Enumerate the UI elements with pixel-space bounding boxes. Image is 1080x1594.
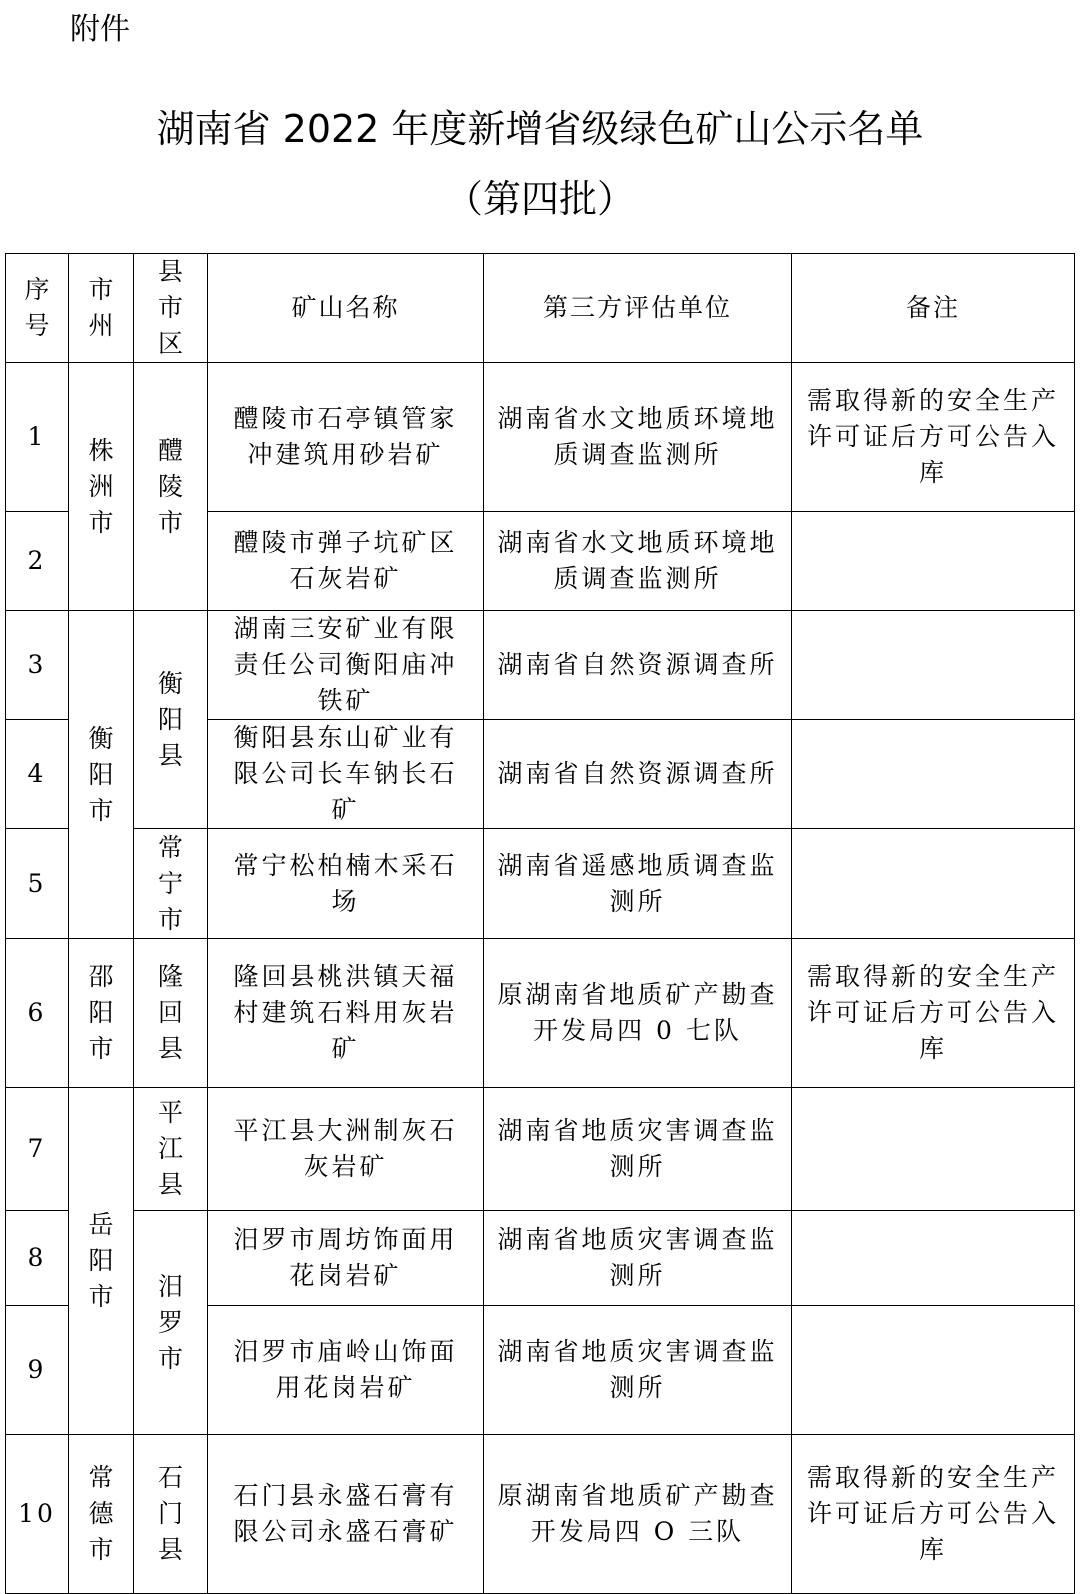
cell-mine-name: 常宁松柏楠木采石场	[208, 829, 484, 939]
cell-seq: 3	[6, 611, 69, 720]
cell-remark: 需取得新的安全生产许可证后方可公告入库	[792, 939, 1075, 1088]
cell-mine-name: 汨罗市庙岭山饰面用花岗岩矿	[208, 1306, 484, 1435]
page-subtitle: （第四批）	[444, 177, 635, 221]
cell-county: 衡阳县	[134, 611, 208, 829]
column-header-remark: 备注	[792, 254, 1075, 363]
cell-evaluator: 湖南省自然资源调查所	[484, 720, 792, 829]
cell-city: 衡阳市	[69, 611, 134, 939]
cell-seq: 2	[6, 512, 69, 611]
cell-evaluator: 湖南省水文地质环境地质调查监测所	[484, 363, 792, 512]
cell-remark: 需取得新的安全生产许可证后方可公告入库	[792, 363, 1075, 512]
cell-county: 汨罗市	[134, 1211, 208, 1435]
table-row	[6, 363, 1075, 512]
cell-city: 邵阳市	[69, 939, 134, 1088]
attachment-label: 附件	[70, 12, 130, 47]
cell-seq: 9	[6, 1306, 69, 1435]
cell-mine-name: 衡阳县东山矿业有限公司长车钠长石矿	[208, 720, 484, 829]
cell-mine-name: 醴陵市石亭镇管家冲建筑用砂岩矿	[208, 363, 484, 512]
cell-remark: 需取得新的安全生产许可证后方可公告入库	[792, 1435, 1075, 1594]
cell-county: 常宁市	[134, 829, 208, 939]
cell-mine-name: 石门县永盛石膏有限公司永盛石膏矿	[208, 1435, 484, 1594]
cell-evaluator: 湖南省地质灾害调查监测所	[484, 1211, 792, 1306]
cell-evaluator: 原湖南省地质矿产勘查开发局四 O 三队	[484, 1435, 792, 1594]
cell-seq: 6	[6, 939, 69, 1088]
cell-seq: 10	[6, 1435, 69, 1594]
cell-mine-name: 平江县大洲制灰石灰岩矿	[208, 1088, 484, 1211]
cell-seq: 1	[6, 363, 69, 512]
cell-remark	[792, 720, 1075, 829]
page-title: 湖南省 2022 年度新增省级绿色矿山公示名单	[156, 107, 924, 151]
cell-evaluator: 原湖南省地质矿产勘查开发局四 0 七队	[484, 939, 792, 1088]
table-row	[6, 1435, 1075, 1594]
table-row	[6, 939, 1075, 1088]
cell-seq: 8	[6, 1211, 69, 1306]
cell-remark	[792, 1306, 1075, 1435]
table-row	[6, 611, 1075, 720]
cell-city: 常德市	[69, 1435, 134, 1594]
cell-evaluator: 湖南省地质灾害调查监测所	[484, 1088, 792, 1211]
cell-seq: 4	[6, 720, 69, 829]
cell-city: 株洲市	[69, 363, 134, 611]
cell-remark	[792, 1211, 1075, 1306]
cell-evaluator: 湖南省遥感地质调查监测所	[484, 829, 792, 939]
green-mine-table	[5, 253, 1075, 1594]
cell-mine-name: 湖南三安矿业有限责任公司衡阳庙冲铁矿	[208, 611, 484, 720]
cell-county: 石门县	[134, 1435, 208, 1594]
cell-county: 平江县	[134, 1088, 208, 1211]
column-header-mine-name: 矿山名称	[208, 254, 484, 363]
cell-remark	[792, 611, 1075, 720]
cell-mine-name: 汨罗市周坊饰面用花岗岩矿	[208, 1211, 484, 1306]
cell-mine-name: 隆回县桃洪镇天福村建筑石料用灰岩矿	[208, 939, 484, 1088]
column-header-city: 市州	[69, 254, 134, 363]
cell-remark	[792, 829, 1075, 939]
cell-county: 醴陵市	[134, 363, 208, 611]
cell-remark	[792, 1088, 1075, 1211]
table-header-row	[6, 254, 1075, 363]
cell-city: 岳阳市	[69, 1088, 134, 1435]
cell-seq: 5	[6, 829, 69, 939]
cell-seq: 7	[6, 1088, 69, 1211]
cell-evaluator: 湖南省地质灾害调查监测所	[484, 1306, 792, 1435]
column-header-seq: 序号	[6, 254, 69, 363]
table-row	[6, 1088, 1075, 1211]
cell-mine-name: 醴陵市弹子坑矿区石灰岩矿	[208, 512, 484, 611]
cell-evaluator: 湖南省水文地质环境地质调查监测所	[484, 512, 792, 611]
cell-county: 隆回县	[134, 939, 208, 1088]
table-row	[6, 829, 1075, 939]
table-row	[6, 1211, 1075, 1306]
column-header-evaluator: 第三方评估单位	[484, 254, 792, 363]
cell-evaluator: 湖南省自然资源调查所	[484, 611, 792, 720]
column-header-county: 县市区	[134, 254, 208, 363]
cell-remark	[792, 512, 1075, 611]
